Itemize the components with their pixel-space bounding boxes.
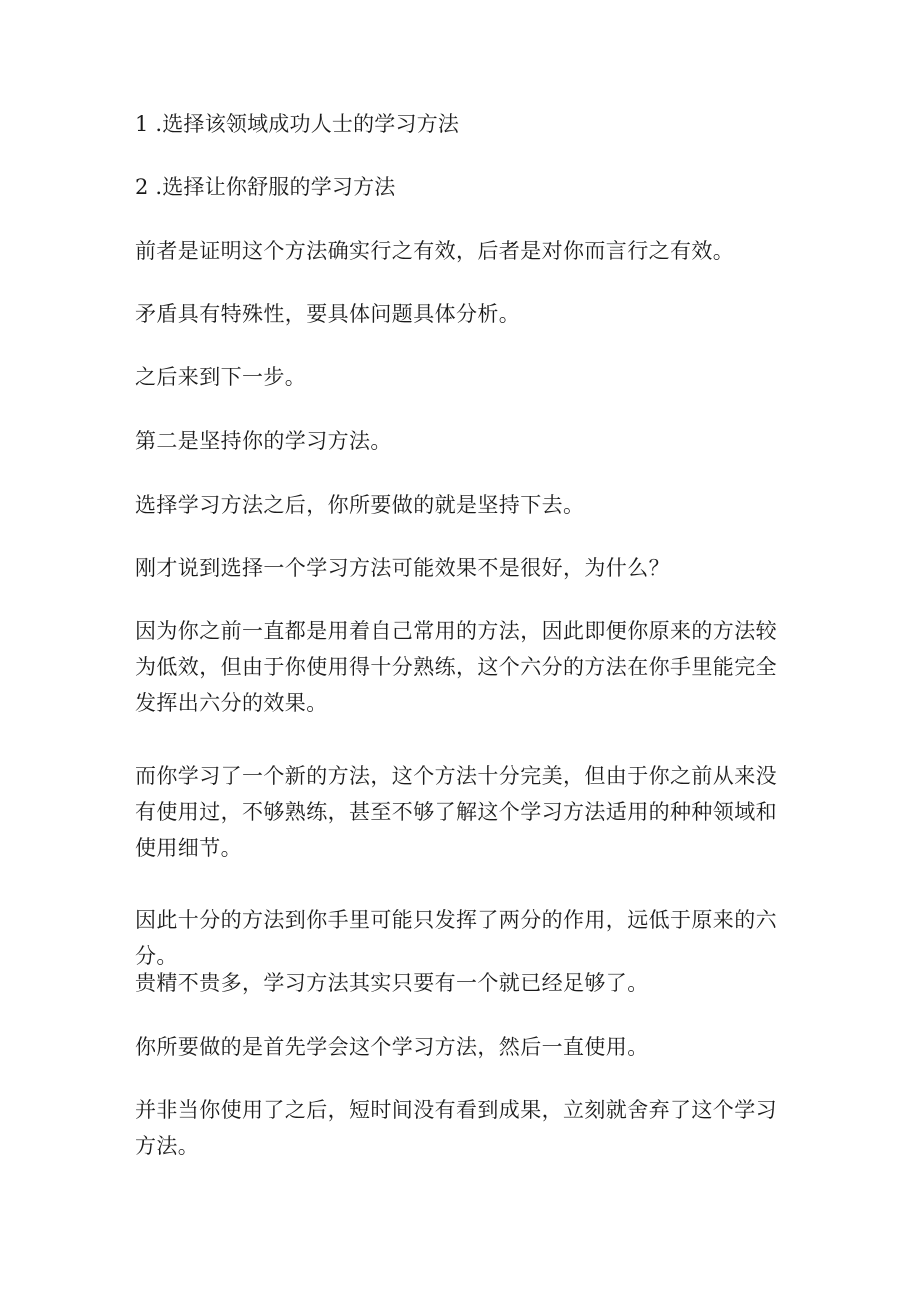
paragraph-8: 而你学习了一个新的方法，这个方法十分完美，但由于你之前从来没有使用过，不够熟练，甚至不够了解这个学习方法适用的种种领域和使用细节。: [135, 764, 777, 860]
paragraph-4: 第二是坚持你的学习方法。: [135, 429, 392, 453]
paragraph-6: 刚才说到选择一个学习方法可能效果不是很好，为什么？: [135, 556, 670, 580]
paragraph-2: 矛盾具有特殊性，要具体问题具体分析。: [135, 302, 521, 326]
paragraph-12: 并非当你使用了之后，短时间没有看到成果，立刻就舍弃了这个学习方法。: [135, 1098, 777, 1158]
paragraph-7: 因为你之前一直都是用着自己常用的方法，因此即便你原来的方法较为低效，但由于你使用得十分熟练，这个六分的方法在你手里能完全发挥出六分的效果。: [135, 619, 777, 715]
paragraph-9: 因此十分的方法到你手里可能只发挥了两分的作用，远低于原来的六分。: [135, 908, 777, 968]
paragraph-1: 前者是证明这个方法确实行之有效，后者是对你而言行之有效。: [135, 239, 735, 263]
paragraph-3: 之后来到下一步。: [135, 365, 307, 389]
paragraph-11: 你所要做的是首先学会这个学习方法，然后一直使用。: [135, 1035, 649, 1059]
list-item-2: 2 .选择让你舒服的学习方法: [135, 175, 396, 199]
paragraph-10: 贵精不贵多，学习方法其实只要有一个就已经足够了。: [135, 971, 649, 995]
paragraph-5: 选择学习方法之后，你所要做的就是坚持下去。: [135, 493, 585, 517]
list-item-1: 1 .选择该领域成功人士的学习方法: [135, 112, 460, 136]
